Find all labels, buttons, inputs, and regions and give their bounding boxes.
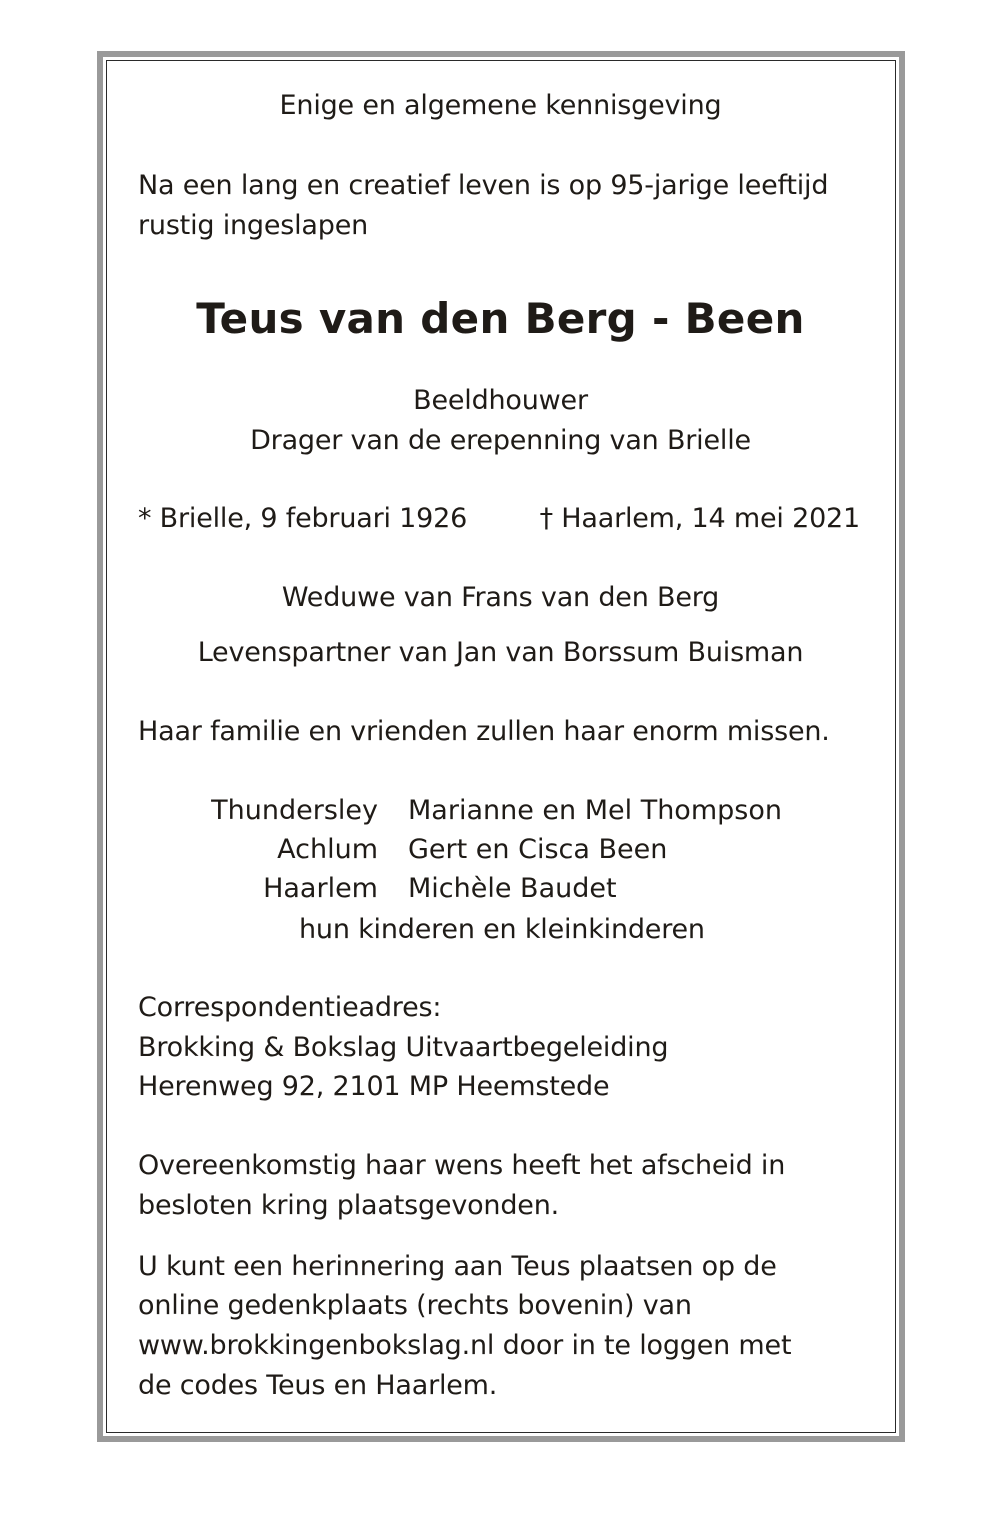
correspondence-address: Herenweg 92, 2101 MP Heemstede — [138, 1071, 610, 1102]
family-place: Haarlem — [263, 873, 378, 904]
intro-line-2: rustig ingeslapen — [138, 210, 369, 241]
deceased-name: Teus van den Berg - Been — [196, 294, 805, 343]
farewell-line-1: Overeenkomstig haar wens heeft het afscheid in — [138, 1150, 786, 1181]
death-info: † Haarlem, 14 mei 2021 — [539, 503, 860, 534]
farewell-line-2: besloten kring plaatsgevonden. — [138, 1190, 559, 1221]
family-children: hun kinderen en kleinkinderen — [299, 914, 705, 945]
family-names: Marianne en Mel Thompson — [408, 795, 782, 826]
memorial-website-line: www.brokkingenbokslag.nl door in te loggen met — [138, 1330, 792, 1361]
memorial-line-1: U kunt een herinnering aan Teus plaatsen op de — [138, 1251, 777, 1282]
memorial-line-2: online gedenkplaats (rechts bovenin) van — [138, 1290, 692, 1321]
memorial-line-4: de codes Teus en Haarlem. — [138, 1370, 498, 1401]
family-place: Achlum — [277, 834, 378, 865]
notice-heading: Enige en algemene kennisgeving — [279, 90, 722, 121]
honor: Drager van de erepenning van Brielle — [250, 425, 751, 456]
correspondence-company: Brokking & Bokslag Uitvaartbegeleiding — [138, 1032, 669, 1063]
profession: Beeldhouwer — [413, 385, 588, 416]
family-names: Gert en Cisca Been — [408, 834, 668, 865]
correspondence-label: Correspondentieadres: — [138, 992, 442, 1023]
missed-message: Haar familie en vrienden zullen haar enorm missen. — [138, 716, 830, 747]
family-names: Michèle Baudet — [408, 873, 617, 904]
birth-info: * Brielle, 9 februari 1926 — [138, 503, 468, 534]
intro-line-1: Na een lang en creatief leven is op 95-jarige leeftijd — [138, 170, 829, 201]
life-partner: Levenspartner van Jan van Borssum Buisman — [197, 637, 804, 668]
family-place: Thundersley — [211, 795, 378, 826]
widow-of: Weduwe van Frans van den Berg — [281, 582, 720, 613]
